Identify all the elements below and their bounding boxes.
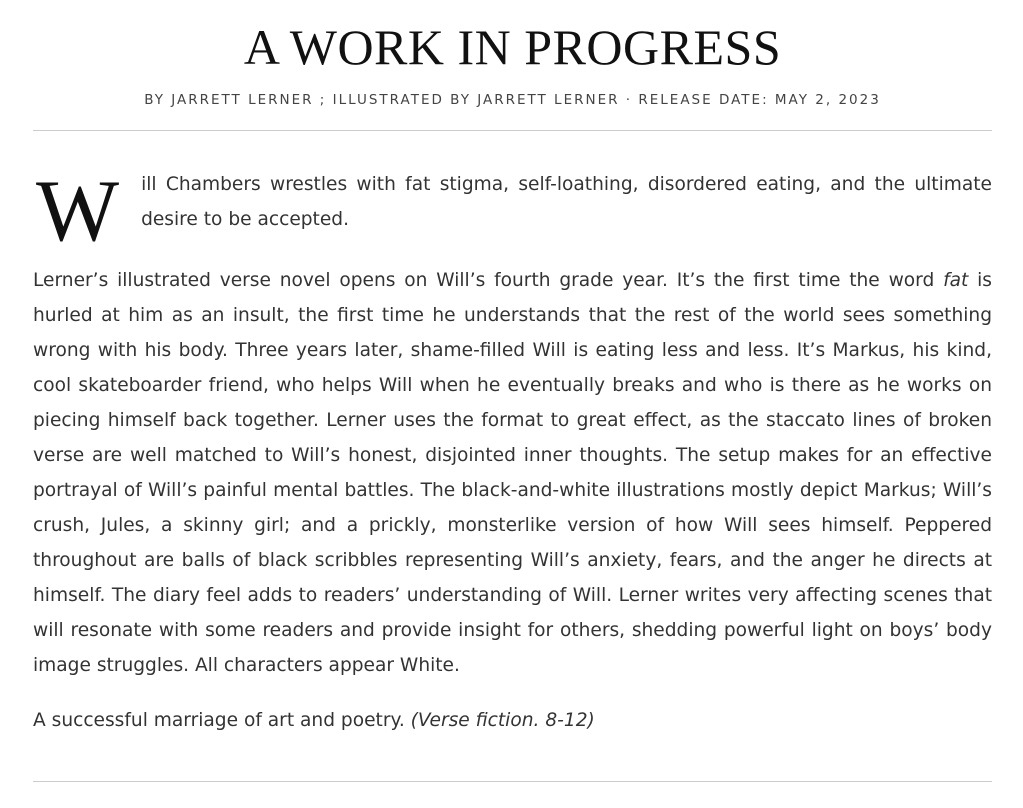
classification-text: (Verse fiction. 8-12) [410,710,595,731]
drop-cap: W [36,163,120,260]
review-lead-paragraph [33,163,992,260]
verdict-text: A successful marriage of art and poetry. [33,710,405,731]
book-byline: BY JARRETT LERNER ; ILLUSTRATED BY JARRETT LERNER · RELEASE DATE: MAY 2, 2023 [144,92,881,108]
review-page [33,0,992,758]
main-text-start: Lerner’s illustrated verse novel opens on Will’s fourth grade year. It’s the first time the word [33,270,944,291]
lead-text: ill Chambers wrestles with fat stigma, self-loathing, disordered eating, and the ultimate desire to be accepted. [141,174,992,230]
book-title: A WORK IN PROGRESS [243,19,782,75]
review-verdict-paragraph [33,703,992,738]
review-body [33,163,992,738]
main-text-italic-word: fat [943,270,969,291]
footer-divider [33,781,992,782]
review-main-paragraph [33,263,992,683]
header-divider [33,130,992,131]
main-text-rest: is hurled at him as an insult, the first time he understands that the rest of the world sees something wrong with his body. Three years later, shame-filled Will is eating less and less. It’s Markus, his kind, cool skateboarder friend, who helps Will when he eventually breaks and who is there as he works on piecing himself back together. Lerner uses the format to great effect, as the staccato lines of broken verse are well matched to Will’s honest, disjointed inner thoughts. The setup makes for an effective portrayal of Will’s painful mental battles. The black-and-white illustrations mostly depict Markus; Will’s crush, Jules, a skinny girl; and a prickly, monsterlike version of how Will sees himself. Peppered throughout are balls of black scribbles representing Will’s anxiety, fears, and the anger he directs at himself. The diary feel adds to readers’ understanding of Will. Lerner writes very affecting scenes that will resonate with some readers and provide insight for others, shedding powerful light on boys’ body image struggles. All characters appear White. [33,270,992,676]
